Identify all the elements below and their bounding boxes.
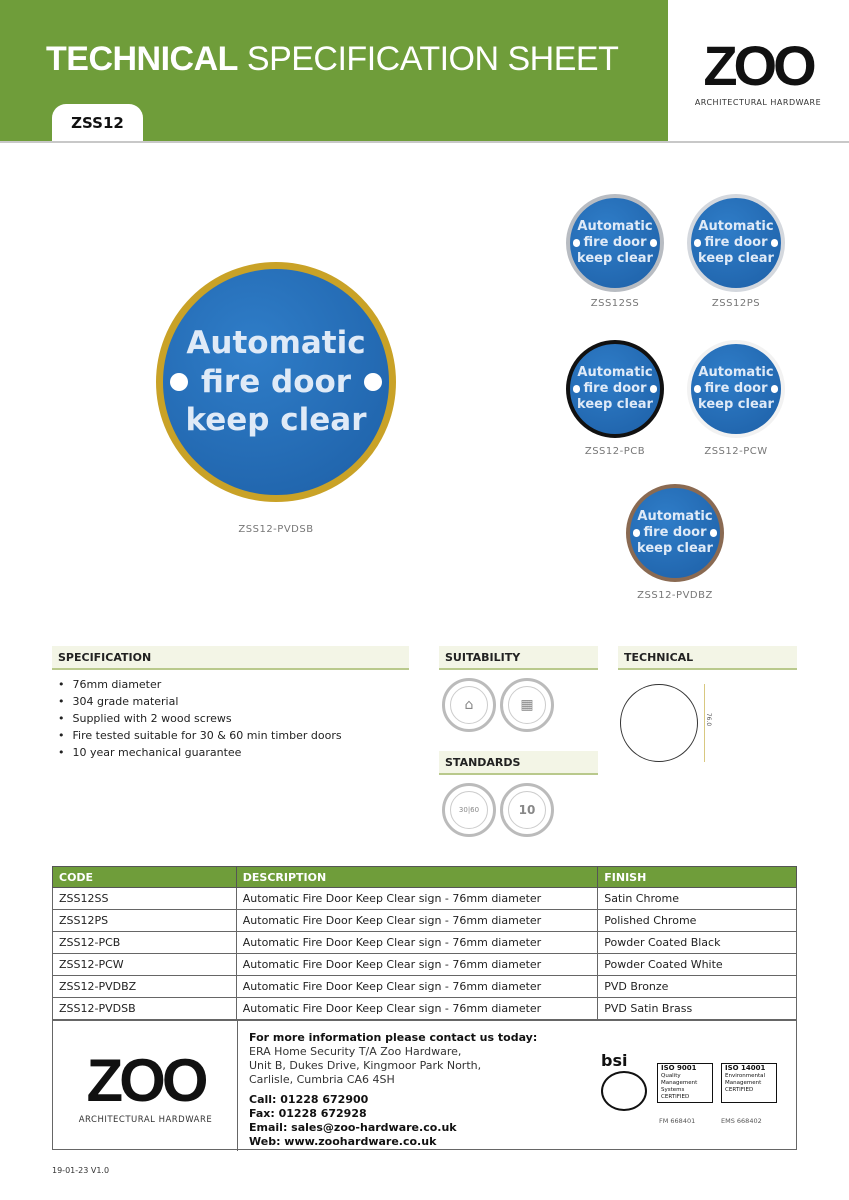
spec-item: • Fire tested suitable for 30 & 60 min timber doors bbox=[58, 727, 342, 744]
footer-logo bbox=[73, 1047, 218, 1125]
contact-box bbox=[52, 1020, 797, 1150]
sign-line: fire door bbox=[583, 234, 647, 250]
sign-line: Automatic bbox=[698, 218, 774, 234]
sign-ps bbox=[687, 194, 785, 292]
factory-icon: ▦ bbox=[508, 686, 546, 724]
cell-finish: Powder Coated White bbox=[598, 954, 797, 976]
guarantee-icon: 10 bbox=[508, 791, 546, 829]
table-row bbox=[53, 910, 797, 932]
sign-line: keep clear bbox=[577, 397, 653, 413]
label-pcw: ZSS12-PCW bbox=[704, 446, 768, 457]
contact-divider bbox=[237, 1021, 238, 1151]
table-header-row bbox=[53, 867, 797, 888]
sign-line: keep clear bbox=[698, 251, 774, 267]
address-line: Unit B, Dukes Drive, Kingmoor Park North, bbox=[249, 1059, 482, 1072]
spec-item: • 76mm diameter bbox=[58, 676, 342, 693]
iso14001-title: ISO 14001 bbox=[725, 1064, 766, 1072]
sign-line: Automatic bbox=[186, 324, 366, 361]
sign-line: keep clear bbox=[577, 251, 653, 267]
sign-line: fire door bbox=[583, 380, 647, 396]
spec-item: • 10 year mechanical guarantee bbox=[58, 744, 342, 761]
label-pvdsb: ZSS12-PVDSB bbox=[238, 524, 314, 535]
table-row bbox=[53, 888, 797, 910]
contact-info bbox=[249, 1031, 537, 1149]
table-row bbox=[53, 932, 797, 954]
screw-hole bbox=[573, 385, 580, 392]
cell-finish: Satin Chrome bbox=[598, 888, 797, 910]
label-pvdbz: ZSS12-PVDBZ bbox=[637, 590, 713, 601]
screw-hole bbox=[650, 385, 657, 392]
cell-code: ZSS12-PVDSB bbox=[53, 998, 237, 1020]
col-header-finish: FINISH bbox=[598, 867, 797, 888]
table-row bbox=[53, 954, 797, 976]
suitability-heading: SUITABILITY bbox=[439, 646, 598, 670]
version-stamp: 19-01-23 V1.0 bbox=[52, 1166, 110, 1175]
commercial-badge bbox=[500, 678, 554, 732]
ems-ref: EMS 668402 bbox=[721, 1117, 762, 1125]
sign-line: Automatic bbox=[698, 364, 774, 380]
specification-list bbox=[58, 676, 342, 761]
sign-pcw bbox=[687, 340, 785, 438]
kitemark-icon bbox=[601, 1071, 647, 1111]
sign-line: fire door bbox=[643, 524, 707, 540]
iso9001-title: ISO 9001 bbox=[661, 1064, 697, 1072]
screw-hole bbox=[694, 239, 701, 246]
iso14001-box bbox=[721, 1063, 777, 1103]
screw-hole bbox=[771, 239, 778, 246]
sign-line: keep clear bbox=[637, 541, 713, 557]
domestic-badge bbox=[442, 678, 496, 732]
technical-heading: TECHNICAL bbox=[618, 646, 797, 670]
screw-hole bbox=[771, 385, 778, 392]
title-bold: TECHNICAL bbox=[46, 40, 238, 78]
logo-tagline: ARCHITECTURAL HARDWARE bbox=[694, 98, 822, 107]
table-row bbox=[53, 998, 797, 1020]
iso9001-desc: Quality Management Systems bbox=[661, 1073, 698, 1093]
iso14001-desc: Environmental Management bbox=[725, 1073, 766, 1086]
sign-pvdbz bbox=[626, 484, 724, 582]
sign-line: keep clear bbox=[185, 402, 367, 439]
specification-heading: SPECIFICATION bbox=[52, 646, 409, 670]
email-link[interactable]: Email: sales@zoo-hardware.co.uk bbox=[249, 1121, 457, 1134]
screw-hole bbox=[170, 373, 188, 391]
footer-logo-tagline: ARCHITECTURAL HARDWARE bbox=[78, 1115, 213, 1125]
cell-finish: PVD Satin Brass bbox=[598, 998, 797, 1020]
fire-rating-icon: 30|60 bbox=[450, 791, 488, 829]
label-ss: ZSS12SS bbox=[590, 298, 640, 309]
fax-number: Fax: 01228 672928 bbox=[249, 1107, 367, 1120]
screw-hole bbox=[710, 529, 717, 536]
sign-line: fire door bbox=[200, 363, 352, 400]
page-title bbox=[46, 40, 618, 79]
certified-label: CERTIFIED bbox=[725, 1087, 754, 1093]
sign-line: fire door bbox=[704, 234, 768, 250]
cell-finish: Powder Coated Black bbox=[598, 932, 797, 954]
footer-logo-wordmark: ZOO bbox=[86, 1047, 205, 1114]
cell-finish: PVD Bronze bbox=[598, 976, 797, 998]
sign-text bbox=[698, 219, 774, 268]
brand-logo bbox=[690, 34, 826, 107]
standards-heading: STANDARDS bbox=[439, 751, 598, 775]
cell-finish: Polished Chrome bbox=[598, 910, 797, 932]
sign-ss bbox=[566, 194, 664, 292]
screw-hole bbox=[694, 385, 701, 392]
product-code-tab: ZSS12 bbox=[52, 104, 143, 142]
sign-line: keep clear bbox=[698, 397, 774, 413]
certified-label: CERTIFIED bbox=[661, 1094, 690, 1100]
sign-line: fire door bbox=[704, 380, 768, 396]
web-link[interactable]: Web: www.zoohardware.co.uk bbox=[249, 1135, 437, 1148]
cell-description: Automatic Fire Door Keep Clear sign - 76mm diameter bbox=[236, 998, 597, 1020]
iso9001-box bbox=[657, 1063, 713, 1103]
cell-code: ZSS12-PVDBZ bbox=[53, 976, 237, 998]
cell-description: Automatic Fire Door Keep Clear sign - 76mm diameter bbox=[236, 932, 597, 954]
guarantee-badge bbox=[500, 783, 554, 837]
title-light: SPECIFICATION SHEET bbox=[246, 40, 619, 78]
sign-line: Automatic bbox=[577, 364, 653, 380]
bsi-certification bbox=[601, 1051, 791, 1131]
dimension-label: 76.0 bbox=[705, 712, 713, 727]
phone-number: Call: 01228 672900 bbox=[249, 1093, 369, 1106]
col-header-description: DESCRIPTION bbox=[236, 867, 597, 888]
cell-code: ZSS12-PCW bbox=[53, 954, 237, 976]
cell-description: Automatic Fire Door Keep Clear sign - 76mm diameter bbox=[236, 888, 597, 910]
label-pcb: ZSS12-PCB bbox=[584, 446, 646, 457]
cell-description: Automatic Fire Door Keep Clear sign - 76mm diameter bbox=[236, 910, 597, 932]
sign-text bbox=[698, 365, 774, 414]
sign-text bbox=[577, 219, 653, 268]
screw-hole bbox=[364, 373, 382, 391]
house-icon: ⌂ bbox=[450, 686, 488, 724]
cell-code: ZSS12SS bbox=[53, 888, 237, 910]
spec-item: • 304 grade material bbox=[58, 693, 342, 710]
contact-heading: For more information please contact us today: bbox=[249, 1031, 538, 1044]
spec-item: • Supplied with 2 wood screws bbox=[58, 710, 342, 727]
technical-drawing bbox=[620, 684, 698, 762]
cell-description: Automatic Fire Door Keep Clear sign - 76mm diameter bbox=[236, 954, 597, 976]
label-ps: ZSS12PS bbox=[711, 298, 761, 309]
cell-code: ZSS12PS bbox=[53, 910, 237, 932]
sign-text bbox=[185, 324, 366, 440]
header-divider bbox=[0, 141, 849, 143]
bs-en-1634-badge bbox=[442, 783, 496, 837]
sign-line: Automatic bbox=[637, 508, 713, 524]
cell-code: ZSS12-PCB bbox=[53, 932, 237, 954]
address-line: ERA Home Security T/A Zoo Hardware, bbox=[249, 1045, 462, 1058]
screw-hole bbox=[573, 239, 580, 246]
table-row bbox=[53, 976, 797, 998]
product-table bbox=[52, 866, 797, 1020]
bsi-wordmark: bsi bbox=[601, 1051, 628, 1070]
sign-text bbox=[577, 365, 653, 414]
sign-line: Automatic bbox=[577, 218, 653, 234]
cell-description: Automatic Fire Door Keep Clear sign - 76mm diameter bbox=[236, 976, 597, 998]
logo-wordmark: ZOO bbox=[703, 34, 813, 97]
screw-hole bbox=[633, 529, 640, 536]
fm-ref: FM 668401 bbox=[659, 1117, 696, 1125]
sign-text bbox=[637, 509, 713, 558]
col-header-code: CODE bbox=[53, 867, 237, 888]
header bbox=[0, 0, 849, 142]
address-line: Carlisle, Cumbria CA6 4SH bbox=[249, 1073, 395, 1086]
sign-pcb bbox=[566, 340, 664, 438]
screw-hole bbox=[650, 239, 657, 246]
sign-main-pvdsb bbox=[156, 262, 396, 502]
